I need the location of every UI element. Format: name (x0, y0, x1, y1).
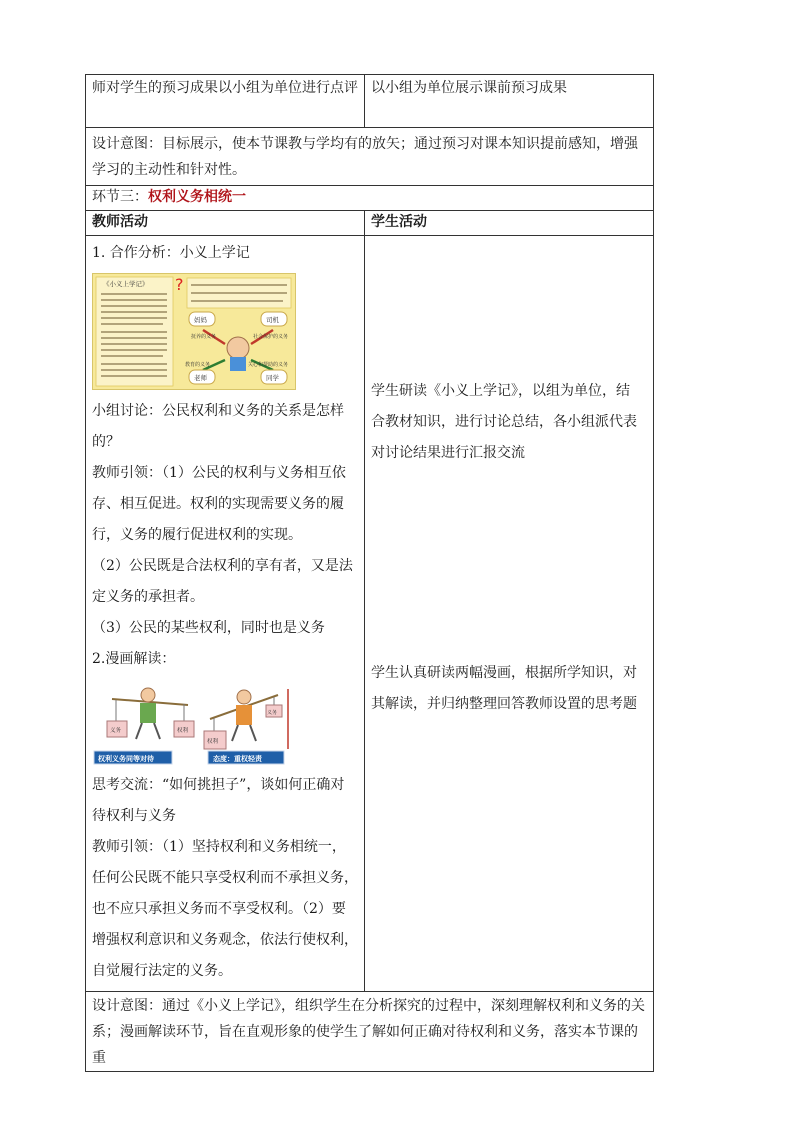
teacher-guide-1b: （2）公民既是合法权利的享有者，又是法定义务的承担者。 (92, 558, 353, 605)
comics-figure (92, 681, 292, 766)
comic-caption-left: 权利义务同等对待 (98, 755, 154, 763)
design-intent-text-1: 设计意图：目标展示，使本节课教与学均有的放矢；通过预习对课本知识提前感知，增强学习的主动性和针对性。 (86, 128, 654, 186)
label-teacher: 老师 (194, 374, 207, 382)
think-prompt: 思考交流：“如何挑担子”，谈如何正确对待权利与义务 (92, 777, 345, 824)
student-activity-header: 学生活动 (365, 211, 654, 236)
discussion-prompt: 小组讨论：公民权利和义务的关系是怎样的？ (92, 403, 344, 450)
label-raise-duty: 抚养的义务 (191, 334, 217, 340)
comic-left-tag-duty: 义务 (110, 728, 122, 734)
teacher-guide-2: 教师引领：（1）坚持权利和义务相统一，任何公民既不能只享受权利而不承担义务，也不应只承担义务而不享受权利。（2）要增强权利意识和义务观念，依法行使权利，自觉履行法定的义务。 (92, 839, 358, 979)
student-preview-cell: 以小组为单位展示课前预习成果 (365, 75, 654, 128)
design-intent-row-2 (86, 992, 654, 1072)
student-activity-cell (365, 236, 654, 992)
student-activity-2: 学生认真研读两幅漫画，根据所学知识，对其解读，并归纳整理回答教师设置的思考题 (371, 665, 637, 712)
section-row (86, 186, 654, 211)
comic-left-tag-right: 权利 (177, 728, 189, 734)
story-title: 《小义上学记》 (103, 280, 149, 288)
teacher-guide-1a: 教师引领：（1）公民的权利与义务相互依存、相互促进。权利的实现需要义务的履行，义务的履行促进权利的实现。 (92, 465, 346, 543)
header-row (86, 211, 654, 236)
student-activity-1: 学生研读《小义上学记》，以组为单位，结合教材知识，进行讨论总结，各小组派代表对讨论结果进行汇报交流 (371, 383, 637, 461)
item2-title: 2.漫画解读： (92, 651, 176, 667)
comic-right-tag-duty: 义务 (267, 710, 278, 716)
label-care-duty: 关心和帮助的义务 (248, 362, 289, 368)
teacher-activity-header: 教师活动 (86, 211, 365, 236)
section-title: 权利义务相统一 (148, 189, 246, 205)
label-classmate: 同学 (266, 374, 279, 382)
teacher-review-cell: 师对学生的预习成果以小组为单位进行点评 (86, 75, 365, 128)
teacher-activity-cell (86, 236, 365, 992)
xiaoyi-story-figure (92, 273, 296, 390)
comic-caption-right: 态度：重权轻责 (213, 755, 262, 763)
teacher-guide-1c: （3）公民的某些权利，同时也是义务 (92, 620, 325, 636)
section-prefix: 环节三： (92, 189, 148, 205)
item1-title: 1. 合作分析：小义上学记 (92, 245, 250, 261)
label-social-duty: 社会保护的义务 (253, 334, 289, 340)
comic-right-tag-right: 权利 (207, 739, 219, 745)
label-driver: 司机 (266, 316, 279, 324)
activity-row (86, 236, 654, 992)
label-education-duty: 教育的义务 (185, 362, 211, 368)
label-mom: 妈妈 (194, 316, 207, 324)
preview-row (86, 75, 654, 128)
section-heading (86, 186, 654, 211)
lesson-plan-table (85, 74, 654, 1072)
design-intent-text-2: 设计意图：通过《小义上学记》，组织学生在分析探究的过程中，深刻理解权利和义务的关系；漫画解读环节，旨在直观形象的使学生了解如何正确对待权利和义务，落实本节课的重 (86, 992, 654, 1072)
design-intent-row-1 (86, 128, 654, 186)
svg-text:?: ? (175, 275, 184, 294)
